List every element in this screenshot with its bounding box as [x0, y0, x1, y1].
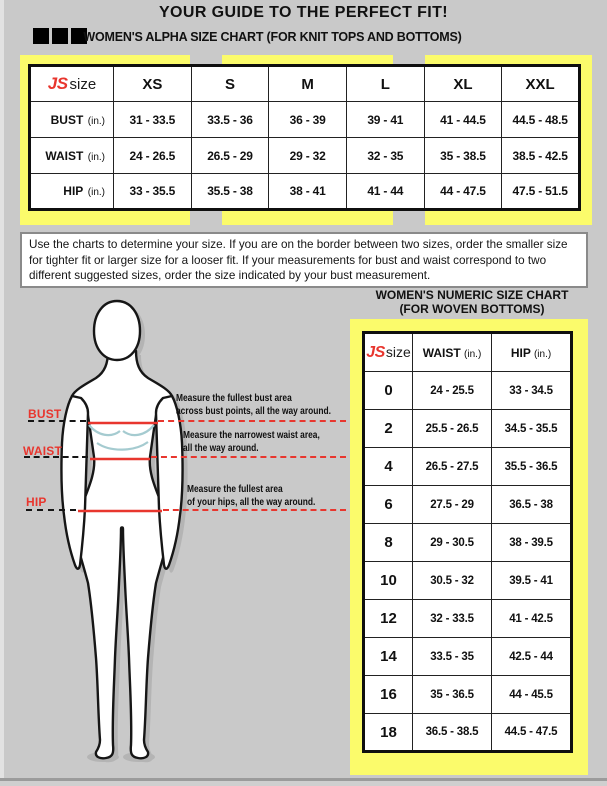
bottom-edge [0, 781, 607, 786]
table-cell: 47.5 - 51.5 [502, 174, 580, 210]
alpha-chart-subtitle: WOMEN'S ALPHA SIZE CHART (FOR KNIT TOPS AND BOTTOMS) [83, 30, 462, 44]
table-row: 0 24 - 25.5 33 - 34.5 [364, 372, 572, 410]
row-header-bust: BUST (in.) [30, 102, 114, 138]
table-row-hip [30, 174, 580, 210]
table-row: 10 30.5 - 32 39.5 - 41 [364, 562, 572, 600]
table-row-bust [30, 102, 580, 138]
hip-dash-left [26, 509, 76, 511]
table-cell: 29 - 32 [269, 138, 347, 174]
page-title: YOUR GUIDE TO THE PERFECT FIT! [158, 4, 449, 21]
table-row: 2 25.5 - 26.5 34.5 - 35.5 [364, 410, 572, 448]
table-row: 14 33.5 - 35 42.5 - 44 [364, 638, 572, 676]
waist-column-header: WAIST (in.) [413, 333, 492, 372]
hip-label: HIP [26, 495, 47, 509]
table-cell: 32 - 35 [346, 138, 424, 174]
size-column-header: XL [424, 66, 502, 102]
brand-js: JS [47, 74, 68, 93]
row-header-hip: HIP (in.) [30, 174, 114, 210]
table-cell: 38.5 - 42.5 [502, 138, 580, 174]
table-cell: 39 - 41 [346, 102, 424, 138]
table-cell: 36 - 39 [269, 102, 347, 138]
table-row: 8 29 - 30.5 38 - 39.5 [364, 524, 572, 562]
table-cell: 33.5 - 36 [191, 102, 269, 138]
js-size-logo [30, 66, 114, 102]
waist-dash-right [151, 456, 346, 458]
table-cell: 31 - 33.5 [114, 102, 192, 138]
size-column-header: XXL [502, 66, 580, 102]
js-size-logo [364, 333, 413, 372]
waist-dash-left [24, 456, 88, 458]
row-header-waist: WAIST (in.) [30, 138, 114, 174]
brand-js: JS [366, 343, 385, 361]
table-cell: 41 - 44.5 [424, 102, 502, 138]
bust-label: BUST [28, 407, 62, 421]
bust-annotation: Measure the fullest bust area across bust points, all the way around. [176, 393, 331, 417]
size-column-header: S [191, 66, 269, 102]
table-cell: 35 - 38.5 [424, 138, 502, 174]
bust-dash-left [28, 420, 86, 422]
alpha-size-table [28, 64, 581, 211]
waist-label: WAIST [23, 444, 62, 458]
instructions-text: Use the charts to determine your size. If you are on the border between two sizes, order the smaller size for tighter fit or larger size for a looser fit. If your measurements for bust and waist correspond to two different suggested sizes, order the size indicated by your bust measurement. [20, 232, 588, 288]
hip-dash-right [163, 509, 346, 511]
body-silhouette-figure [10, 293, 350, 773]
table-cell: 35.5 - 38 [191, 174, 269, 210]
numeric-header-row [364, 333, 572, 372]
hip-column-header: HIP (in.) [492, 333, 572, 372]
alpha-header-row [30, 66, 580, 102]
page-left-edge [0, 0, 4, 786]
table-row: 18 36.5 - 38.5 44.5 - 47.5 [364, 714, 572, 752]
table-row: 12 32 - 33.5 41 - 42.5 [364, 600, 572, 638]
bust-dash-right [158, 420, 346, 422]
numeric-chart-title: WOMEN'S NUMERIC SIZE CHART (FOR WOVEN BOTTOMS) [375, 288, 569, 316]
table-cell: 38 - 41 [269, 174, 347, 210]
table-cell: 44.5 - 48.5 [502, 102, 580, 138]
table-cell: 26.5 - 29 [191, 138, 269, 174]
size-column-header: M [269, 66, 347, 102]
table-row: 6 27.5 - 29 36.5 - 38 [364, 486, 572, 524]
size-column-header: XS [114, 66, 192, 102]
table-cell: 33 - 35.5 [114, 174, 192, 210]
table-cell: 41 - 44 [346, 174, 424, 210]
brand-size-word: size [385, 343, 411, 360]
hip-annotation: Measure the fullest area of your hips, all the way around. [187, 484, 316, 508]
table-row: 4 26.5 - 27.5 35.5 - 36.5 [364, 448, 572, 486]
table-row: 16 35 - 36.5 44 - 45.5 [364, 676, 572, 714]
table-cell: 44 - 47.5 [424, 174, 502, 210]
brand-size-word: size [69, 76, 97, 93]
waist-annotation: Measure the narrowest waist area, all the way around. [183, 430, 320, 454]
numeric-size-table [362, 331, 573, 753]
table-row-waist [30, 138, 580, 174]
table-cell: 24 - 26.5 [114, 138, 192, 174]
size-column-header: L [346, 66, 424, 102]
